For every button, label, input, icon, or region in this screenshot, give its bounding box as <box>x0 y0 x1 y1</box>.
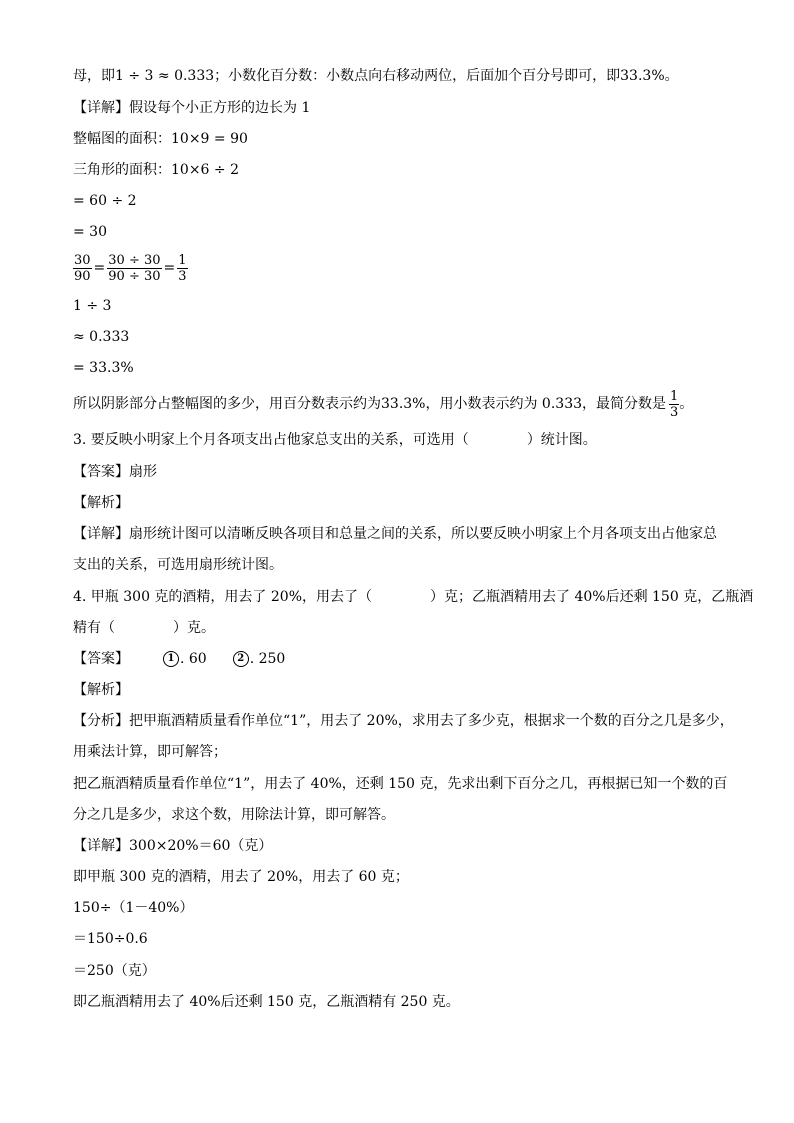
fraction <box>73 253 92 284</box>
text-line: = 60 ÷ 2 <box>73 193 137 209</box>
text-line: 【详解】扇形统计图可以清晰反映各项目和总量之间的关系，所以要反映小明家上个月各项支出占他家总 <box>73 526 717 542</box>
period: 。 <box>679 396 694 412</box>
question-text: ）统计图。 <box>526 432 597 448</box>
analysis-heading: 【解析】 <box>73 682 129 698</box>
numerator: 30 <box>74 252 91 268</box>
numerator: 1 <box>670 388 679 404</box>
detail-line: 【详解】假设每个小正方形的边长为 1 <box>73 100 311 116</box>
text-line: 支出的关系，可选用扇形统计图。 <box>73 557 283 573</box>
question-text: 4. 甲瓶 300 克的酒精，用去了 20%，用去了（ <box>73 589 372 605</box>
circled-number-1: 1 <box>163 651 179 667</box>
question-text: ）克；乙瓶酒精用去了 40%后还剩 150 克，乙瓶酒 <box>430 589 754 605</box>
text-line: 三角形的面积：10×6 ÷ 2 <box>73 162 239 178</box>
text-line: = 33.3% <box>73 360 134 376</box>
question-text: 3. 要反映小明家上个月各项支出占他家总支出的关系，可选用（ <box>73 432 469 448</box>
denominator: 90 ÷ 30 <box>108 268 161 284</box>
question-4 <box>73 588 753 606</box>
text-line: 即甲瓶 300 克的酒精，用去了 20%，用去了 60 克； <box>73 869 409 885</box>
circled-number-2: 2 <box>233 651 249 667</box>
text-line: 母，即1 ÷ 3 ≈ 0.333；小数化百分数：小数点向右移动两位，后面加个百分号即可，即33.3%。 <box>73 68 679 84</box>
fraction <box>107 253 161 284</box>
equals-sign: = <box>93 260 106 276</box>
analysis-heading: 【解析】 <box>73 495 129 511</box>
text-line: ≈ 0.333 <box>73 329 130 345</box>
text-line: 分之几是多少，求这个数，用除法计算，即可解答。 <box>73 807 395 823</box>
text-line: ＝250（克） <box>73 963 156 979</box>
conclusion-text: 所以阴影部分占整幅图的多少，用百分数表示约为33.3%，用小数表示约为 0.333，最简分数是 <box>73 396 667 412</box>
answer-value: . 250 <box>249 651 286 667</box>
numerator: 1 <box>178 252 187 268</box>
answer-label: 【答案】 <box>73 651 129 667</box>
denominator: 90 <box>74 268 91 284</box>
fraction-equation <box>73 249 188 287</box>
question-text: 精有（ <box>73 620 115 636</box>
conclusion-line <box>73 385 693 423</box>
text-line: ＝150÷0.6 <box>73 931 148 947</box>
question-4-cont <box>73 619 215 637</box>
question-3 <box>73 431 597 449</box>
denominator: 3 <box>670 404 679 420</box>
text-line: 整幅图的面积：10×9 = 90 <box>73 131 248 147</box>
numerator: 30 ÷ 30 <box>108 252 161 268</box>
equals-sign: = <box>163 260 176 276</box>
fraction <box>177 253 187 284</box>
denominator: 3 <box>178 268 187 284</box>
text-line: 【详解】300×20%＝60（克） <box>73 838 273 854</box>
text-line: 用乘法计算，即可解答； <box>73 744 227 760</box>
text-line: = 30 <box>73 224 107 240</box>
text-line: 1 ÷ 3 <box>73 298 112 314</box>
text-line: 【分析】把甲瓶酒精质量看作单位“1”，用去了 20%，求用去了多少克，根据求一个数的百分之几是多少， <box>73 713 734 729</box>
answer-line <box>73 650 285 668</box>
question-text: ）克。 <box>173 620 215 636</box>
text-line: 即乙瓶酒精用去了 40%后还剩 150 克，乙瓶酒精有 250 克。 <box>73 994 460 1010</box>
answer-value: . 60 <box>180 651 207 667</box>
text-line: 把乙瓶酒精质量看作单位“1”，用去了 40%，还剩 150 克，先求出剩下百分之几，再根据已知一个数的百 <box>73 776 728 792</box>
fraction <box>669 389 679 420</box>
text-line: 150÷（1－40%） <box>73 900 194 916</box>
answer-line: 【答案】扇形 <box>73 464 157 480</box>
